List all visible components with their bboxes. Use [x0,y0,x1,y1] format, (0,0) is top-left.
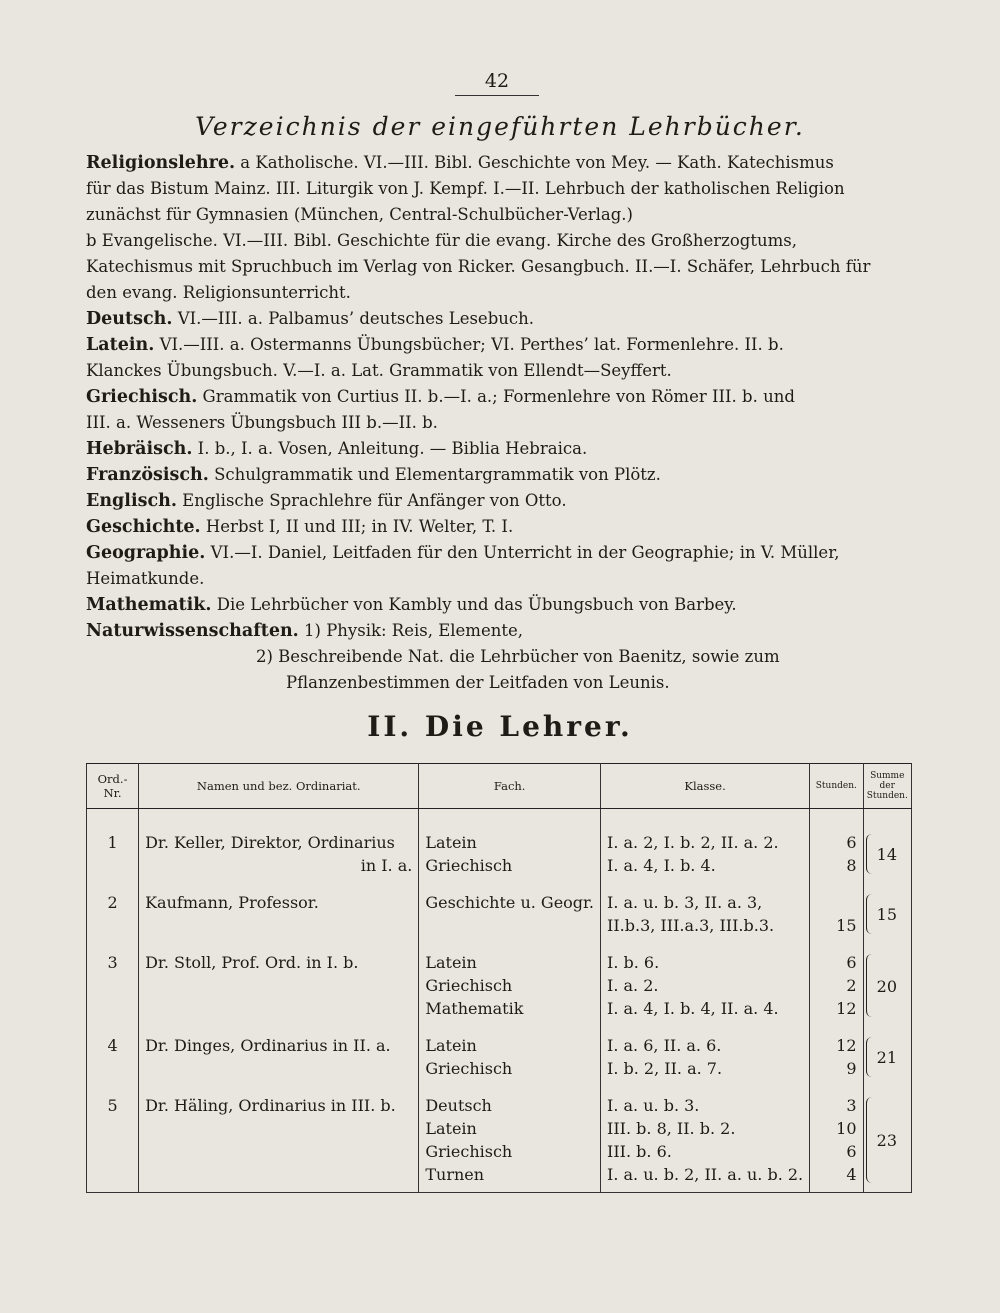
brace [866,894,875,934]
cell-line [816,891,856,914]
cell-line: 12 [836,1036,857,1055]
table-body [87,809,912,1193]
text-line-body: den evang. Religionsunterricht. [86,283,351,302]
cell-line: Mathematik [425,999,524,1018]
text-line [86,592,912,618]
cell-line: Dr. Dinges, Ordinarius in II. a. [145,1036,391,1055]
cell-line: Dr. Stoll, Prof. Ord. in I. b. [145,953,359,972]
subject-heading: Englisch. [86,491,177,511]
total-hours: 14 [876,845,897,864]
subject-cell [419,831,601,877]
text-line [86,332,912,358]
text-line-body: 2) Beschreibende Nat. die Lehrbücher von Baenitz, sowie zum [256,647,780,666]
cell-line: Latein [425,953,477,972]
class-cell [601,1094,810,1193]
teacher-name [139,1094,419,1193]
text-line-body: Katechismus mit Spruchbuch im Verlag von Ricker. Gesangbuch. II.—I. Schäfer, Lehrbuch für [86,257,871,276]
hours-cell [810,831,863,877]
text-line [86,384,912,410]
cell-line: Deutsch [425,1096,492,1115]
header-stunden: Stunden. [810,764,863,809]
cell-line: 6 [846,1142,857,1161]
text-line-body: Die Lehrbücher von Kambly und das Übungsbuch von Barbey. [211,595,737,614]
text-line [86,280,912,306]
cell-line: I. a. u. b. 3. [607,1096,700,1115]
cell-line: Latein [425,833,477,852]
cell-line: 6 [846,953,857,972]
cell-line: Geschichte u. Geogr. [425,893,595,912]
cell-line: 9 [846,1059,857,1078]
text-line [86,410,912,436]
cell-line: II.b.3, III.a.3, III.b.3. [607,916,775,935]
subject-heading: Griechisch. [86,387,198,407]
table-row [87,1094,912,1193]
table-header-row [87,764,912,809]
cell-line: 12 [836,999,857,1018]
text-line [86,176,912,202]
subject-heading: Naturwissenschaften. [86,621,299,641]
hours-cell [810,1094,863,1193]
cell-line: Kaufmann, Professor. [145,893,319,912]
text-line-body: Grammatik von Curtius II. b.—I. a.; Formenlehre von Römer III. b. und [197,387,795,406]
text-line-body: VI.—III. a. Ostermanns Übungsbücher; VI. Perthes’ lat. Formenlehre. II. b. [154,335,784,354]
text-line [86,358,912,384]
text-line [86,540,912,566]
text-line [86,462,912,488]
cell-line: Latein [425,1036,477,1055]
teachers-table [86,763,912,1193]
text-line [256,644,1000,670]
text-line [86,202,912,228]
cell-line: Griechisch [425,1142,513,1161]
header-name: Namen und bez. Ordinariat. [139,764,419,809]
cell-line: I. a. 4, I. b. 4. [607,856,716,875]
text-line [86,254,912,280]
cell-line: I. a. 4, I. b. 4, II. a. 4. [607,999,779,1018]
section-title: II. Die Lehrer. [367,710,633,743]
text-line [86,306,912,332]
cell-line: I. b. 2, II. a. 7. [607,1059,723,1078]
header-summe: Summe der Stunden. [863,764,912,809]
text-line-body: I. b., I. a. Vosen, Anleitung. — Biblia Hebraica. [192,439,588,458]
cell-line: 10 [836,1119,857,1138]
text-line [86,150,912,176]
hours-cell [810,951,863,1020]
total-hours: 21 [876,1048,897,1067]
brace [866,1097,875,1183]
cell-line: I. a. u. b. 2, II. a. u. b. 2. [607,1165,804,1184]
cell-line: Griechisch [425,976,513,995]
subject-cell [419,1094,601,1193]
cell-line: Latein [425,1119,477,1138]
text-line [86,618,912,644]
text-line-body: Herbst I, II und III; in IV. Welter, T. I. [200,517,514,536]
cell-line: Dr. Häling, Ordinarius in III. b. [145,1096,396,1115]
cell-line: 15 [836,916,857,935]
row-number: 4 [87,1034,139,1080]
text-line-body: VI.—III. a. Palbamus’ deutsches Lesebuch. [172,309,535,328]
header-klasse: Klasse. [601,764,810,809]
class-cell [601,951,810,1020]
page-number: 42 [455,70,539,96]
teacher-name [139,1034,419,1080]
row-number: 5 [87,1094,139,1193]
text-line-body: Schulgrammatik und Elementargrammatik von Plötz. [208,465,661,484]
subject-heading: Deutsch. [86,309,173,329]
brace [866,834,875,874]
text-line-body: III. a. Wesseners Übungsbuch III b.—II. b. [86,413,438,432]
table-row [87,1034,912,1080]
text-line-body: b Evangelische. VI.—III. Bibl. Geschichte für die evang. Kirche des Großherzogtums, [86,231,797,250]
cell-line: Griechisch [425,856,513,875]
cell-line: III. b. 6. [607,1142,672,1161]
cell-line: Dr. Keller, Direktor, Ordinarius [145,833,395,852]
subject-heading: Französisch. [86,465,209,485]
table-row [87,951,912,1020]
text-line-body: zunächst für Gymnasien (München, Central-Schulbücher-Verlag.) [86,205,633,224]
teacher-name [139,891,419,937]
text-line-body: 1) Physik: Reis, Elemente, [298,621,523,640]
cell-line: Turnen [425,1165,485,1184]
text-line [286,670,1000,696]
class-cell [601,831,810,877]
teacher-name [139,831,419,877]
table-row [87,891,912,937]
cell-line: in I. a. [360,856,413,875]
text-line-body: Englische Sprachlehre für Anfänger von Otto. [176,491,567,510]
text-line-body: Pflanzenbestimmen der Leitfaden von Leunis. [286,673,670,692]
total-hours-cell [863,951,912,1020]
total-hours-cell [863,891,912,937]
text-line [86,514,912,540]
cell-line: I. a. 2, I. b. 2, II. a. 2. [607,833,779,852]
subject-cell [419,1034,601,1080]
row-number: 1 [87,831,139,877]
text-line [86,566,912,592]
hours-cell [810,1034,863,1080]
text-line-body: a Katholische. VI.—III. Bibl. Geschichte von Mey. — Kath. Katechismus [235,153,834,172]
cell-line: I. b. 6. [607,953,660,972]
brace [866,954,875,1017]
subject-cell [419,951,601,1020]
text-line [86,436,912,462]
table-row [87,831,912,877]
cell-line: 8 [846,856,857,875]
cell-line: III. b. 8, II. b. 2. [607,1119,736,1138]
subject-heading: Geographie. [86,543,206,563]
text-line-body: Klanckes Übungsbuch. V.—I. a. Lat. Grammatik von Ellendt—Seyffert. [86,361,672,380]
subject-heading: Hebräisch. [86,439,193,459]
cell-line: 6 [846,833,857,852]
text-line-body: VI.—I. Daniel, Leitfaden für den Unterricht in der Geographie; in V. Müller, [205,543,840,562]
hours-cell [810,891,863,937]
subject-heading: Religionslehre. [86,153,236,173]
cell-line: Griechisch [425,1059,513,1078]
subject-cell [419,891,601,937]
cell-line: I. a. 2. [607,976,659,995]
teacher-name [139,951,419,1020]
row-number: 3 [87,951,139,1020]
total-hours: 15 [876,905,897,924]
subject-heading: Mathematik. [86,595,212,615]
class-cell [601,1034,810,1080]
class-cell [601,891,810,937]
subject-heading: Latein. [86,335,155,355]
text-line-body: Heimatkunde. [86,569,205,588]
cell-line: I. a. u. b. 3, II. a. 3, [607,893,763,912]
total-hours-cell [863,1034,912,1080]
total-hours: 20 [876,976,897,996]
cell-line: 3 [846,1096,857,1115]
total-hours: 23 [876,1131,897,1150]
cell-line: I. a. 6, II. a. 6. [607,1036,722,1055]
header-fach: Fach. [419,764,601,809]
brace [866,1037,875,1077]
row-number: 2 [87,891,139,937]
page-title: Verzeichnis der eingeführten Lehrbücher. [195,112,805,141]
subject-heading: Geschichte. [86,517,201,537]
cell-line: 2 [846,976,857,995]
total-hours-cell [863,831,912,877]
header-nr: Ord.- Nr. [87,764,139,809]
total-hours-cell [863,1094,912,1193]
text-line [86,488,912,514]
text-line-body: für das Bistum Mainz. III. Liturgik von J. Kempf. I.—II. Lehrbuch der katholischen Religion [86,179,845,198]
text-line [86,228,912,254]
cell-line: 4 [846,1165,857,1184]
